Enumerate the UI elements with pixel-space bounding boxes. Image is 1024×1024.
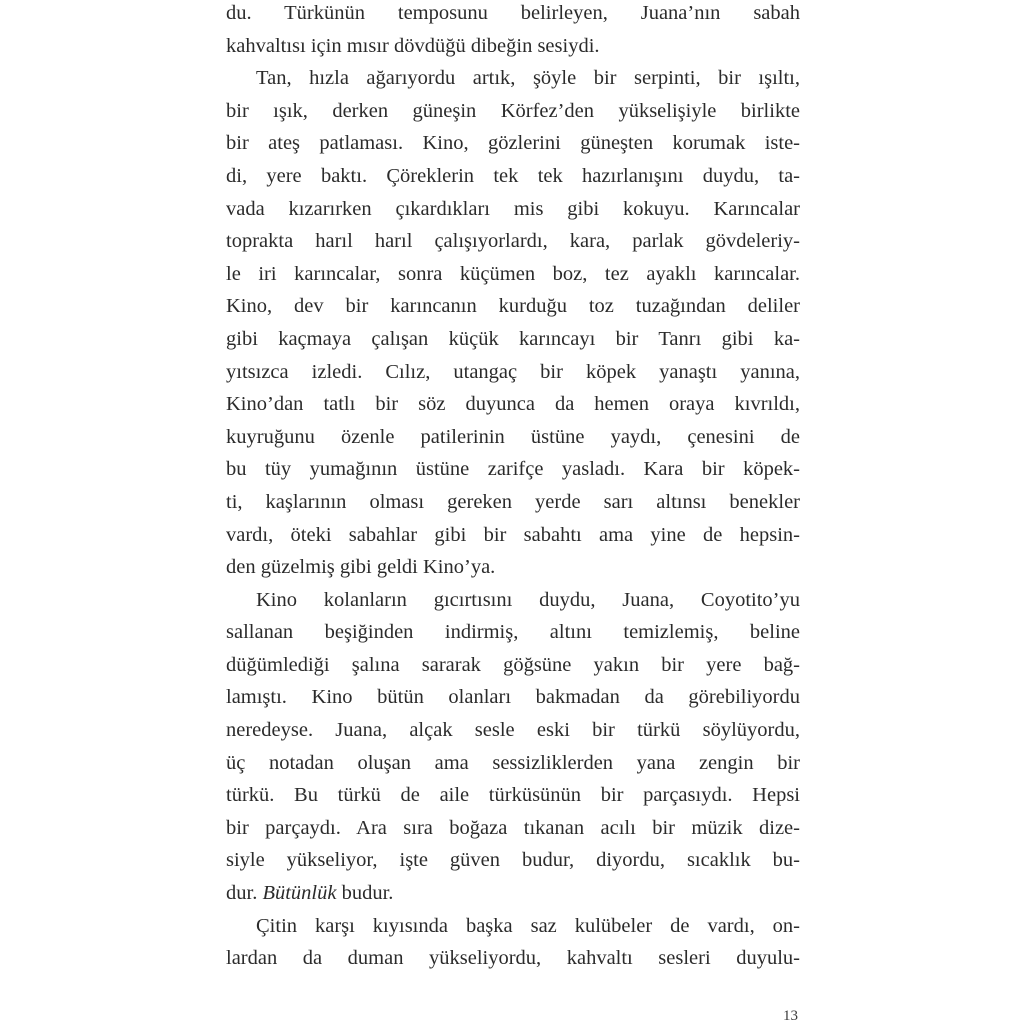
text-line: neredeyse. Juana, alçak sesle eski bir türkü söylüyordu, — [226, 719, 800, 742]
text-line: türkü. Bu türkü de aile türküsünün bir parçasıydı. Hepsi — [226, 784, 800, 807]
text-line: lardan da duman yükseliyordu, kahvaltı sesleri duyulu- — [226, 947, 800, 970]
text-line: Kino kolanların gıcırtısını duydu, Juana, Coyotito’yu — [256, 588, 800, 611]
text-line: ti, kaşlarının olması gereken yerde sarı altınsı benekler — [226, 490, 800, 513]
text-line: vardı, öteki sabahlar gibi bir sabahtı ama yine de hepsin- — [226, 523, 800, 546]
text-line: Çitin karşı kıyısında başka saz kulübeler de vardı, on- — [256, 914, 800, 937]
text-line: lamıştı. Kino bütün olanları bakmadan da görebiliyordu — [226, 686, 800, 709]
text-line: Tan, hızla ağarıyordu artık, şöyle bir serpinti, bir ışıltı, — [256, 67, 800, 90]
text-line: le iri karıncalar, sonra küçümen boz, tez ayaklı karıncalar. — [226, 262, 800, 285]
text-fragment: budur. — [336, 882, 394, 905]
text-line: den güzelmiş gibi geldi Kino’ya. — [226, 556, 496, 579]
text-line: düğümlediği şalına sararak göğsüne yakın bir yere bağ- — [226, 653, 800, 676]
text-line: gibi kaçmaya çalışan küçük karıncayı bir Tanrı gibi ka- — [226, 327, 800, 350]
text-line: Kino’dan tatlı bir söz duyunca da hemen oraya kıvrıldı, — [226, 393, 800, 416]
text-line — [226, 877, 800, 910]
body-text — [226, 0, 800, 975]
text-line: bu tüy yumağının üstüne zarifçe yasladı. Kara bir köpek- — [226, 458, 800, 481]
text-line: bir ışık, derken güneşin Körfez’den yükselişiyle birlikte — [226, 99, 800, 122]
text-line: du. Türkünün temposunu belirleyen, Juana’nın sabah — [226, 2, 800, 24]
text-line: Kino, dev bir karıncanın kurduğu toz tuzağından deliler — [226, 295, 800, 318]
text-fragment: dur. — [226, 882, 263, 905]
page-number: 13 — [783, 1008, 798, 1024]
text-line: toprakta harıl harıl çalışıyorlardı, kara, parlak gövdeleriy- — [226, 230, 800, 253]
text-line: siyle yükseliyor, işte güven budur, diyordu, sıcaklık bu- — [226, 849, 800, 872]
text-line: bir parçaydı. Ara sıra boğaza tıkanan acılı bir müzik dize- — [226, 816, 800, 839]
text-line: sallanan beşiğinden indirmiş, altını temizlemiş, beline — [226, 621, 800, 644]
text-line: bir ateş patlaması. Kino, gözlerini güneşten korumak iste- — [226, 132, 800, 155]
text-line: üç notadan oluşan ama sessizliklerden yana zengin bir — [226, 751, 800, 774]
text-line: di, yere baktı. Çöreklerin tek tek hazırlanışını duydu, ta- — [226, 164, 800, 187]
text-line: kuyruğunu özenle patilerinin üstüne yaydı, çenesini de — [226, 425, 800, 448]
italic-word: Bütünlük — [262, 882, 337, 905]
text-line: kahvaltısı için mısır dövdüğü dibeğin sesiydi. — [226, 34, 600, 57]
text-line: vada kızarırken çıkardıkları mis gibi kokuyu. Karıncalar — [226, 197, 800, 220]
text-line: yıtsızca izledi. Cılız, utangaç bir köpek yanaştı yanına, — [226, 360, 800, 383]
